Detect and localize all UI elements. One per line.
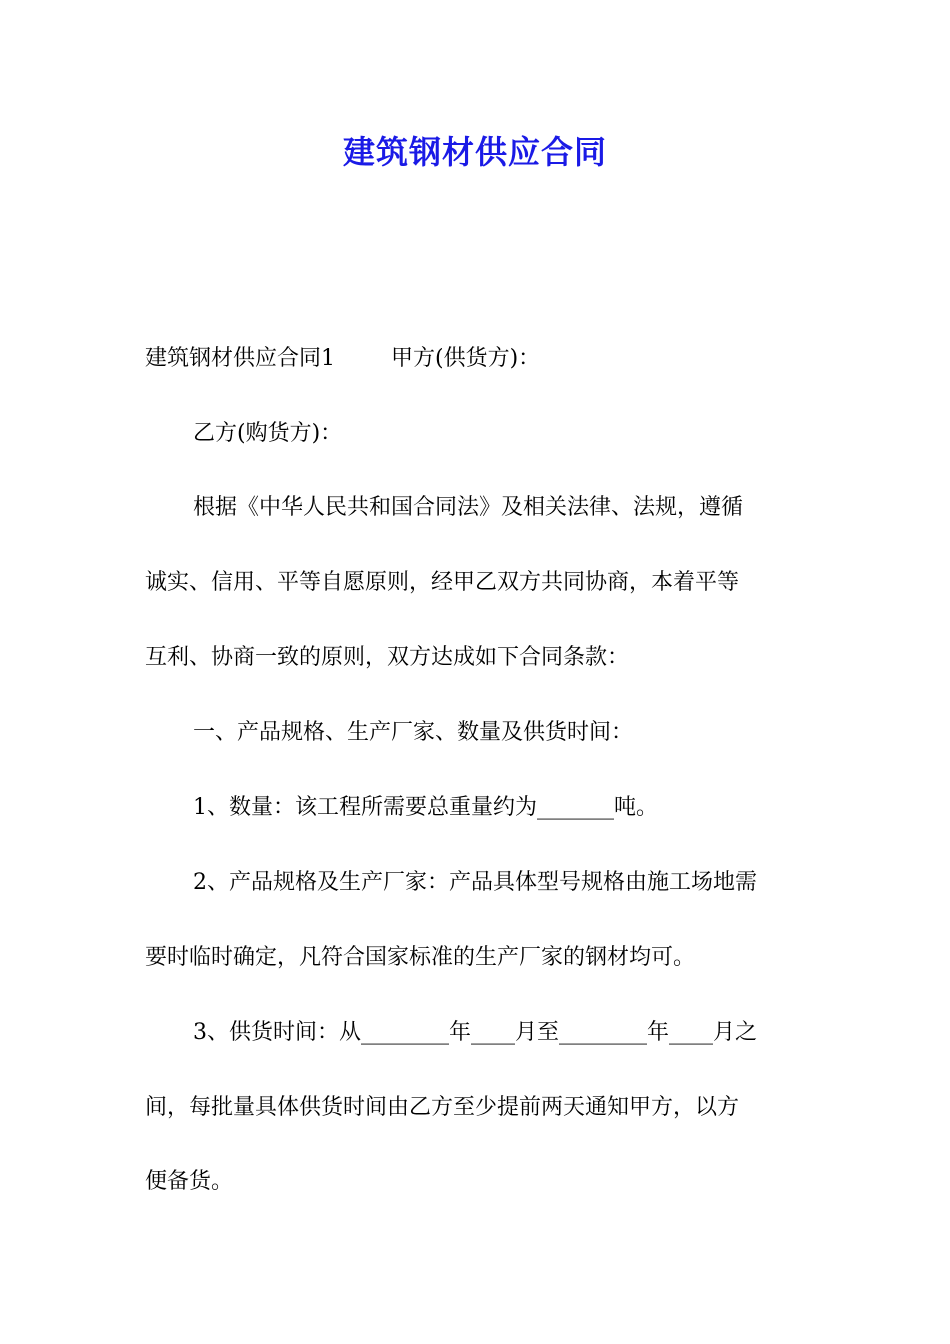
- paragraph-line: 互利、协商一致的原则，双方达成如下合同条款：: [145, 645, 630, 670]
- party-a-label: 甲方(供货方)：: [391, 346, 541, 371]
- text-line-header: [145, 344, 810, 374]
- clause-time-end: 便备货。: [145, 1169, 234, 1194]
- clause-spec: 2、产品规格及生产厂家：产品具体型号规格由施工场地需: [193, 870, 757, 895]
- clause-time-cont: 间，每批量具体供货时间由乙方至少提前两天通知甲方，以方: [145, 1095, 740, 1120]
- clause-spec-cont: 要时临时确定，凡符合国家标准的生产厂家的钢材均可。: [145, 945, 696, 970]
- paragraph-line: 根据《中华人民共和国合同法》及相关法律、法规，遵循: [193, 495, 744, 520]
- paragraph-line: 诚实、信用、平等自愿原则，经甲乙双方共同协商，本着平等: [145, 570, 740, 595]
- contract-name: 建筑钢材供应合同1: [145, 346, 335, 371]
- party-b-label: 乙方(购货方)：: [193, 421, 343, 446]
- clause-quantity: 1、数量：该工程所需要总重量约为_______吨。: [193, 795, 658, 820]
- document-title: 建筑钢材供应合同: [342, 133, 607, 171]
- section-heading: 一、产品规格、生产厂家、数量及供货时间：: [193, 720, 634, 745]
- clause-time: 3、供货时间：从________年____月至________年____月之: [193, 1020, 757, 1045]
